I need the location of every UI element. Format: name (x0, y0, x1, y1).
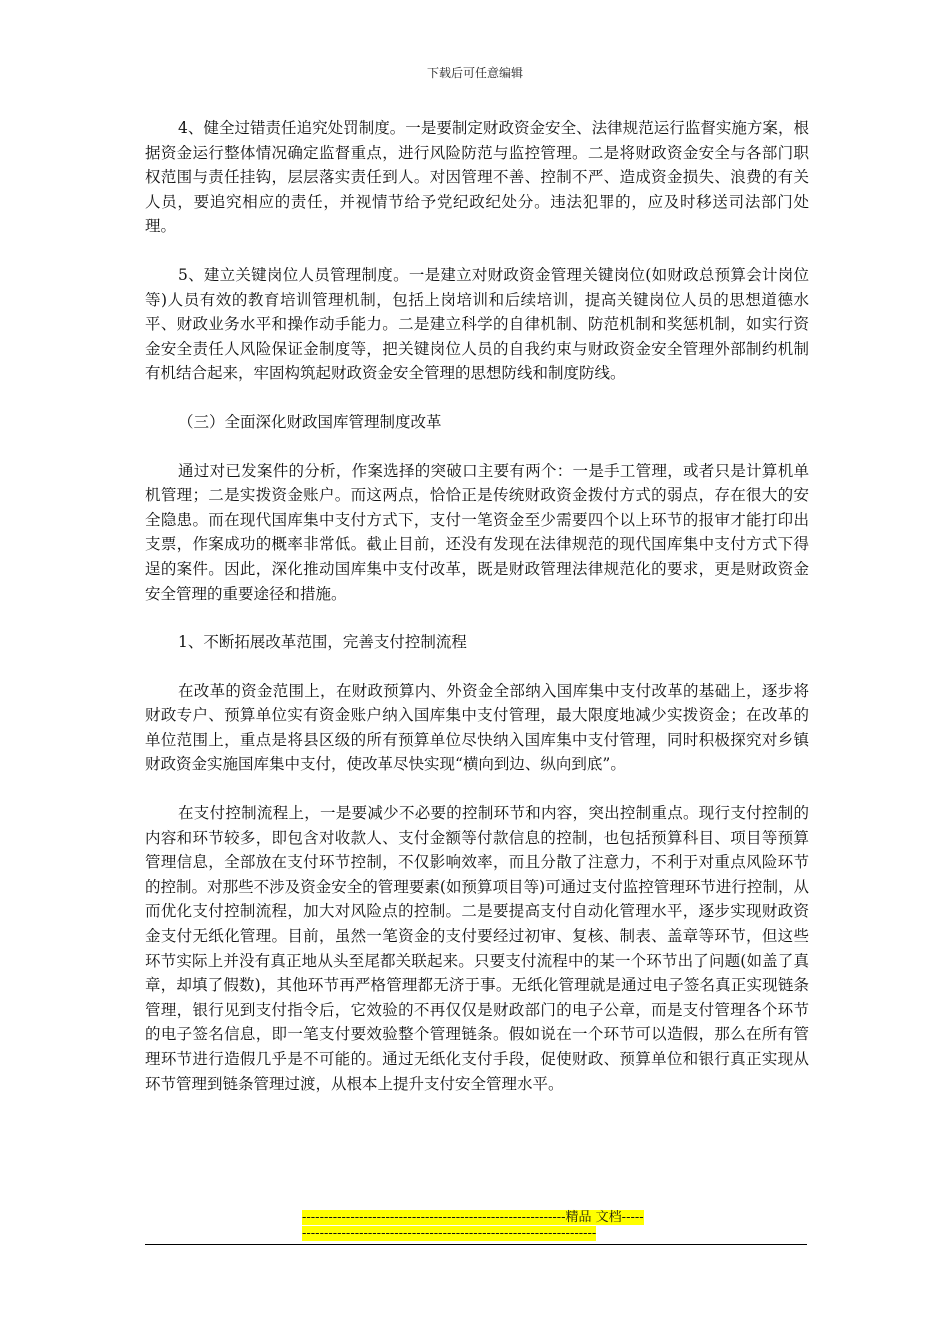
paragraph-payment-control: 在支付控制流程上，一是要减少不必要的控制环节和内容，突出控制重点。现行支付控制的内容和环节较多，即包含对收款人、支付金额等付款信息的控制，也包括预算科目、项目等预算管理信息，全部放在支付环节控制，不仅影响效率，而且分散了注意力，不利于对重点风险环节的控制。对那些不涉及资金安全的管理要素(如预算项目等)可通过支付监控管理环节进行控制，从而优化支付控制流程，加大对风险点的控制。二是要提高支付自动化管理水平，逐步实现财政资金支付无纸化管理。目前，虽然一笔资金的支付要经过初审、复核、制表、盖章等环节，但这些环节实际上并没有真正地从头至尾都关联起来。只要支付流程中的某一个环节出了问题(如盖了真章，却填了假数)，其他环节再严格管理都无济于事。无纸化管理就是通过电子签名真正实现链条管理，银行见到支付指令后，它效验的不再仅仅是财政部门的电子公章，而是支付管理各个环节的电子签名信息，即一笔支付要效验整个管理链条。假如说在一个环节可以造假，那么在所有管理环节进行造假几乎是不可能的。通过无纸化支付手段，促使财政、预算单位和银行真正实现从环节管理到链条管理过渡，从根本上提升支付安全管理水平。 (145, 804, 809, 1093)
subheading-expand-reform: 1、不断拓展改革范围，完善支付控制流程 (178, 633, 467, 652)
document-body (145, 116, 809, 1120)
paragraph-reform-scope: 在改革的资金范围上，在财政预算内、外资金全部纳入国库集中支付改革的基础上，逐步将财政专户、预算单位实有资金账户纳入国库集中支付管理，最大限度地减少实拨资金；在改革的单位范围上，重点是将县区级的所有预算单位尽快纳入国库集中支付管理，同时积极探究对乡镇财政资金实施国库集中支付，使改革尽快实现“横向到边、纵向到底”。 (145, 681, 809, 774)
paragraph-key-personnel: 5、建立关键岗位人员管理制度。一是建立对财政资金管理关键岗位(如财政总预算会计岗位等)人员有效的教育培训管理机制，包括上岗培训和后续培训，提高关键岗位人员的思想道德水平、财政业务水平和操作动手能力。二是建立科学的自律机制、防范机制和奖惩机制，如实行资金安全责任人风险保证金制度等，把关键岗位人员的自我约束与财政资金安全管理外部制约机制有机结合起来，牢固构筑起财政资金安全管理的思想防线和制度防线。 (145, 265, 809, 383)
paragraph-case-analysis: 通过对已发案件的分析，作案选择的突破口主要有两个：一是手工管理，或者只是计算机单机管理；二是实拨资金账户。而这两点，恰恰正是传统财政资金拨付方式的弱点，存在很大的安全隐患。而在现代国库集中支付方式下，支付一笔资金至少需要四个以上环节的报审才能打印出支票，作案成功的概率非常低。截止目前，还没有发现在法律规范的现代国库集中支付方式下得逞的案件。因此，深化推动国库集中支付改革，既是财政管理法律规范化的要求，更是财政资金安全管理的重要途径和措施。 (145, 461, 809, 603)
paragraph-accountability: 4、健全过错责任追究处罚制度。一是要制定财政资金安全、法律规范运行监督实施方案，根据资金运行整体情况确定监督重点，进行风险防范与监控管理。二是将财政资金安全与各部门职权范围与责任挂钩，层层落实责任到人。对因管理不善、控制不严、造成资金损失、浪费的有关人员，要追究相应的责任，并视情节给予党纪政纪处分。违法犯罪的，应及时移送司法部门处理。 (145, 119, 809, 236)
section-heading-treasury-reform: （三）全面深化财政国库管理制度改革 (178, 412, 442, 431)
page-footer-note (302, 1210, 647, 1242)
page-header-note: 下载后可任意编辑 (426, 66, 523, 80)
footer-divider (145, 1244, 807, 1245)
footer-highlight-text: ------------------------------------------------------------精品 文档------------------------------------------------------------------------ (302, 1210, 644, 1241)
